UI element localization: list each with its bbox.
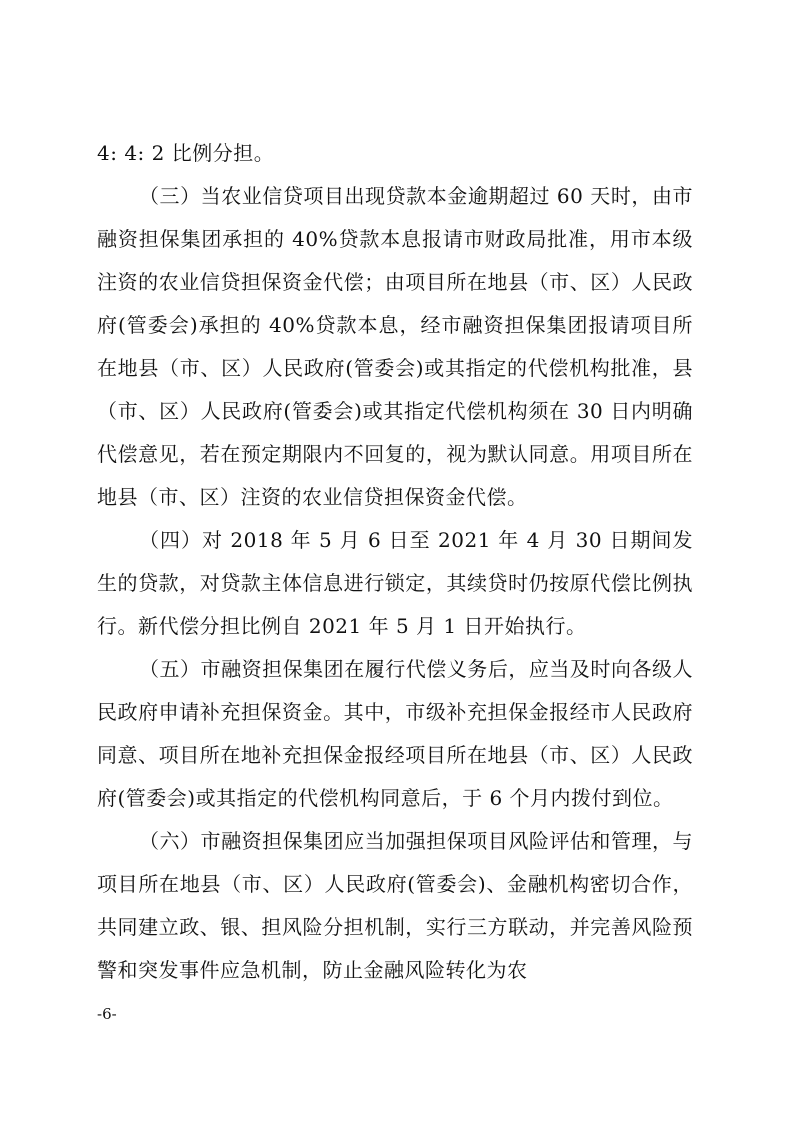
paragraph-section-6: （六）市融资担保集团应当加强担保项目风险评估和管理，与项目所在地县（市、区）人民政府(管委会)、金融机构密切合作，共同建立政、银、担风险分担机制，实行三方联动，并完善风险预警和突发事件应急机制，防止金融风险转化为农	[97, 829, 693, 982]
paragraph-section-5: （五）市融资担保集团在履行代偿义务后，应当及时向各级人民政府申请补充担保资金。其中，市级补充担保金报经市人民政府同意、项目所在地补充担保金报经项目所在地县（市、区）人民政府(管委会)或其指定的代偿机构同意后，于 6 个月内拨付到位。	[97, 657, 693, 810]
paragraph-ratio-continuation: 4: 4: 2 比例分担。	[97, 141, 275, 165]
paragraph-section-4: （四）对 2018 年 5 月 6 日至 2021 年 4 月 30 日期间发生的贷款，对贷款主体信息进行锁定，其续贷时仍按原代偿比例执行。新代偿分担比例自 2021 年 5 月 1 日开始执行。	[97, 528, 693, 638]
paragraph-section-3: （三）当农业信贷项目出现贷款本金逾期超过 60 天时，由市融资担保集团承担的 40%贷款本息报请市财政局批准，用市本级注资的农业信贷担保资金代偿；由项目所在地县（市、区）人民政府(管委会)承担的 40%贷款本息，经市融资担保集团报请项目所在地县（市、区）人民政府(管委会)或其指定的代偿机构批准，县（市、区）人民政府(管委会)或其指定代偿机构须在 30 日内明确代偿意见，若在预定期限内不回复的，视为默认同意。用项目所在地县（市、区）注资的农业信贷担保资金代偿。	[97, 184, 693, 509]
body-text	[97, 132, 693, 992]
page-number: -6-	[97, 1005, 117, 1023]
